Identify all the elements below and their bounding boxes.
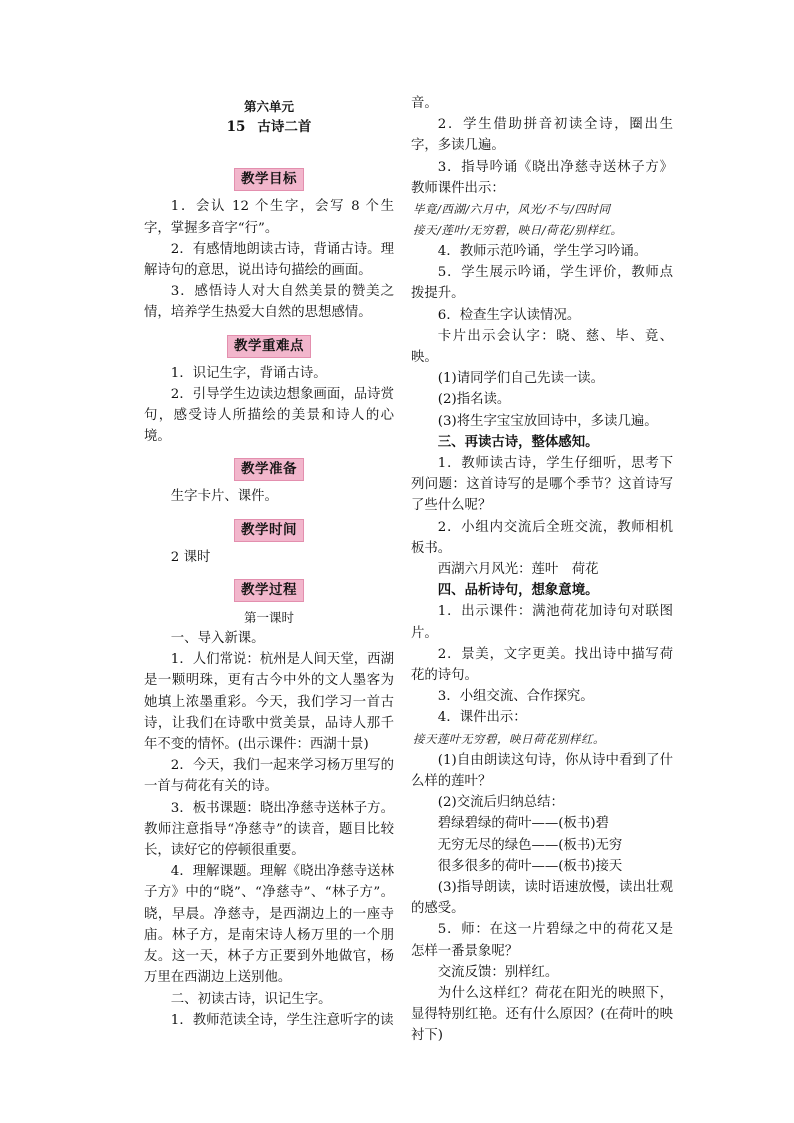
process-paragraph: (1)请同学们自己先读一读。 <box>437 371 605 387</box>
left-column <box>144 93 394 1031</box>
section-heading-time: 教学时间 <box>234 519 304 542</box>
section-heading-goals: 教学目标 <box>234 168 304 191</box>
process-paragraph: 6．检查生字认读情况。 <box>437 307 581 323</box>
process-paragraph: 2．学生借助拼音初读全诗，圈出生字，多读几遍。 <box>411 117 673 154</box>
section-heading-process: 教学过程 <box>234 579 304 602</box>
process-paragraph: 4．理解课题。理解《晓出净慈寺送林子方》中的“晓”、“净慈寺”、“林子方”。晓，早晨。净慈寺，是西湖边上的一座寺庙。林子方，是南宋诗人杨万里的一个朋友。这一天，林子方正要到外地做官，杨万里在西湖边上送别他。 <box>144 864 394 986</box>
process-paragraph: 1．出示课件：满池荷花加诗句对联图片。 <box>411 604 673 641</box>
process-paragraph: 交流反馈：别样红。 <box>437 964 559 980</box>
process-paragraph: (3)将生字宝宝放回诗中，多读几遍。 <box>437 413 658 429</box>
process-paragraph: (2)交流后归纳总结： <box>437 795 564 811</box>
time-text: 2 课时 <box>170 549 211 565</box>
section-heading-prep: 教学准备 <box>234 458 304 481</box>
process-paragraph: 音。 <box>411 96 438 111</box>
process-paragraph: 西湖六月风光：莲叶 荷花 <box>437 562 599 578</box>
poem-line: 接天莲叶无穷碧，映日荷花别样红。 <box>413 731 605 746</box>
section-time <box>144 519 394 541</box>
process-paragraph: 2．今天，我们一起来学习杨万里写的一首与荷花有关的诗。 <box>144 758 394 795</box>
lesson-number: 15 <box>226 119 246 136</box>
process-paragraph: 很多很多的荷叶——(板书)接天 <box>437 858 623 874</box>
process-paragraph: (3)指导朗读，读时语速放慢，读出壮观的感受。 <box>411 879 673 917</box>
process-paragraph: (1)自由朗读这句诗，你从诗中看到了什么样的莲叶？ <box>411 752 673 789</box>
goal-item: 1．会认 12 个生字，会写 8 个生字，掌握多音字“行”。 <box>144 199 394 236</box>
process-paragraph: 3．板书课题：晓出净慈寺送林子方。教师注意指导“净慈寺”的读音，题目比较长，读好它的停顿很重要。 <box>144 800 394 859</box>
lesson-name: 古诗二首 <box>257 119 312 136</box>
section-heading-key: 教学重难点 <box>227 335 311 358</box>
goal-item: 3．感悟诗人对大自然美景的赞美之情，培养学生热爱大自然的思想感情。 <box>144 284 394 321</box>
process-paragraph: 4．课件出示： <box>437 710 527 726</box>
process-paragraph: 2．小组内交流后全班交流，教师相机板书。 <box>411 519 673 556</box>
prep-text: 生字卡片、课件。 <box>170 489 278 505</box>
process-paragraph: 碧绿碧绿的荷叶——(板书)碧 <box>437 816 609 832</box>
section-process <box>144 579 394 601</box>
process-paragraph: 1．教师读古诗，学生仔细听，思考下列问题：这首诗写的是哪个季节？这首诗写了些什么呢？ <box>411 456 673 514</box>
process-paragraph: 1．教师范读全诗，学生注意听字的读 <box>170 1012 394 1028</box>
first-class-title: 第一课时 <box>243 609 294 625</box>
process-paragraph: 卡片出示会认字：晓、慈、毕、竟、映。 <box>411 328 673 366</box>
unit-title: 第六单元 <box>243 99 294 114</box>
key-item: 2．引导学生边读边想象画面，品诗赏句，感受诗人所描绘的美景和诗人的心境。 <box>144 386 394 445</box>
process-paragraph: 1．人们常说：杭州是人间天堂，西湖是一颗明珠，更有古今中外的文人墨客为她填上浓墨重彩。今天，我们学习一首古诗，让我们在诗歌中赏美景，品诗人那千年不变的情怀。(出示课件：西湖十景) <box>144 652 394 753</box>
lesson-title <box>144 117 394 138</box>
process-part-heading: 二、初读古诗，识记生字。 <box>170 991 332 1007</box>
poem-line: 毕竟/西湖/六月中，风光/不与/四时同 <box>413 202 611 217</box>
poem-line: 接天/莲叶/无穷碧，映日/荷花/别样红。 <box>413 223 623 238</box>
process-paragraph: 5．学生展示吟诵，学生评价，教师点拨提升。 <box>411 265 673 302</box>
process-paragraph: 3．小组交流、合作探究。 <box>437 689 594 705</box>
right-column <box>411 93 673 1047</box>
process-part-heading: 三、再读古诗，整体感知。 <box>437 433 599 450</box>
process-paragraph: 3．指导吟诵《晓出净慈寺送林子方》教师课件出示： <box>411 159 673 196</box>
process-paragraph: 为什么这样红？荷花在阳光的映照下，显得特别红艳。还有什么原因？(在荷叶的映衬下) <box>411 985 673 1044</box>
key-item: 1．识记生字，背诵古诗。 <box>170 365 327 381</box>
process-paragraph: 5．师：在这一片碧绿之中的荷花又是怎样一番景象呢？ <box>411 922 673 959</box>
process-part-heading: 四、品析诗句，想象意境。 <box>437 582 599 599</box>
section-prep <box>144 458 394 480</box>
goal-item: 2．有感情地朗读古诗，背诵古诗。理解诗句的意思，说出诗句描绘的画面。 <box>144 241 394 279</box>
process-paragraph: (2)指名读。 <box>437 392 511 408</box>
process-paragraph: 4．教师示范吟诵，学生学习吟诵。 <box>437 244 648 260</box>
section-goals <box>144 168 394 190</box>
process-part-heading: 一、导入新课。 <box>170 631 265 647</box>
process-paragraph: 2．景美，文字更美。找出诗中描写荷花的诗句。 <box>411 646 673 684</box>
section-key <box>144 335 394 357</box>
process-paragraph: 无穷无尽的绿色——(板书)无穷 <box>437 837 623 853</box>
